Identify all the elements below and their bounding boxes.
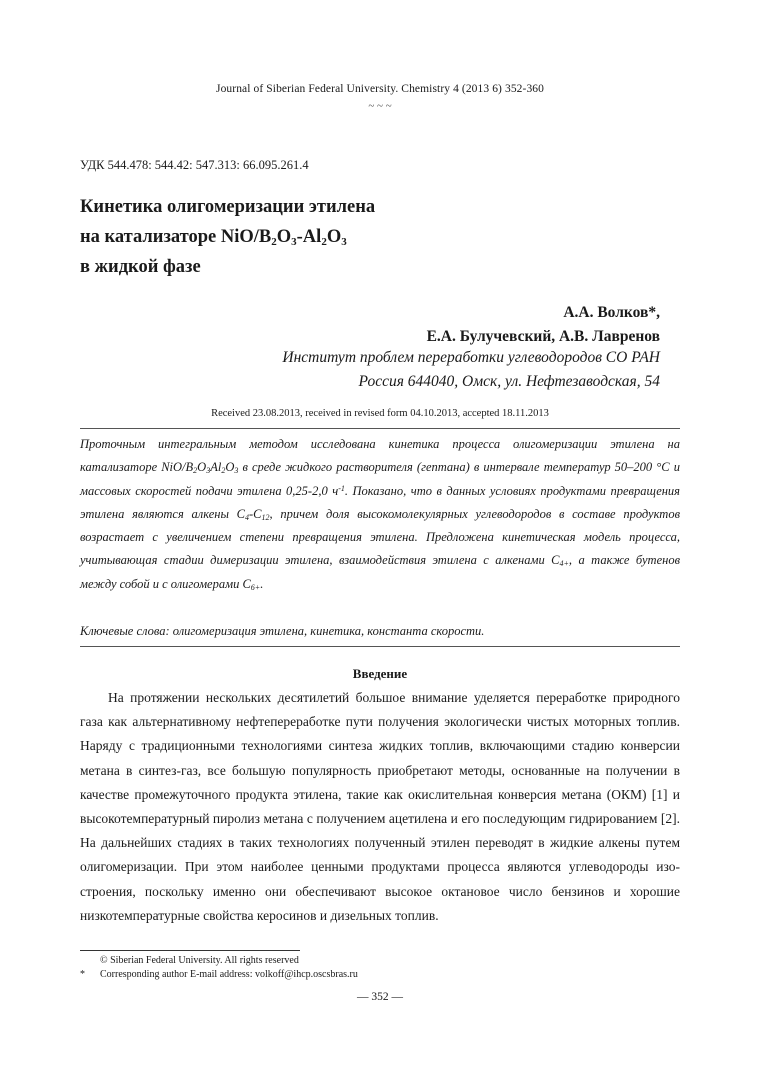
affiliation-line-2: Россия 644040, Омск, ул. Нефтезаводская, 54 — [358, 373, 660, 390]
author-list — [427, 301, 660, 349]
footnote-rule — [80, 950, 300, 951]
section-title: Введение — [352, 666, 408, 681]
title-line-1: Кинетика олигомеризации этилена — [80, 197, 376, 217]
footnote-corresponding: * Corresponding author E-mail address: volkoff@ihcp.oscsbras.ru — [80, 969, 358, 980]
abstract: Проточным интегральным методом исследована кинетика процесса олигомеризации этилена на катализаторе NiO/$B_2O_3Al_2O_3$ в среде жидкого растворителя (гептана) в интервале температур 50–200 °С и массовых скоростей подачи этилена 0,25-2,0 $ч^{-1}$. Показано, что в данных условиях продуктами превращения этилена являются алкены $С_4-С_{12}$, причем доля высокомолекулярных углеводородов в составе продуктов возрастает с увеличением степени превращения этилена. Предложена кинетическая модель процесса, учитывающая стадии димеризации этилена, взаимодействия этилена с алкенами $С_{4+}$, а также бутенов между собой и с олигомерами $С_{6+}$. — [80, 437, 680, 592]
affiliation — [282, 346, 660, 394]
keywords-bottom-rule — [80, 646, 680, 647]
header-separator: ~ ~ ~ — [368, 100, 392, 112]
footnote-copyright: © Siberian Federal University. All rights reserved — [100, 955, 299, 966]
title-line-3: в жидкой фазе — [80, 257, 201, 277]
title-line-2: на катализаторе NiO/$B_2O_3-Al_2O_3$ — [80, 227, 347, 248]
author-line-1: А.А. Волков*, — [563, 304, 660, 321]
affiliation-line-1: Институт проблем переработки углеводородов СО РАН — [282, 349, 660, 366]
abstract-top-rule — [80, 428, 680, 429]
intro-paragraph: На протяжении нескольких десятилетий большое внимание уделяется переработке природного газа как альтернативному нефтепереработке пути получения экологически чистых моторных топлив. Наряду с традиционными технологиями синтеза жидких топлив, включающими стадию конверсии метана в синтез-газ, все большую популярность приобретают методы, основанные на получении в качестве промежуточного продукта этилена, такие как окислительная конверсия метана (ОКМ) [1] и высокотемпературный пиролиз метана с получением ацетилена и его последующим гидрированием [2]. На дальнейших стадиях в таких технологиях полученный этилен переводят в жидкие алкены путем олигомеризации. При этом наиболее ценными продуктами процесса являются углеводороды изо-строения, поскольку именно они обеспечивают высокое октановое число бензинов и хорошие низкотемпературные свойства керосинов и дизельных топлив. — [80, 690, 680, 923]
paper-title — [80, 192, 480, 282]
page-number: — 352 — — [357, 991, 403, 1003]
received-dates: Received 23.08.2013, received in revised form 04.10.2013, accepted 18.11.2013 — [211, 408, 549, 419]
footnotes — [80, 954, 680, 982]
author-line-2: Е.А. Булучевский, А.В. Лавренов — [426, 328, 660, 345]
udk-code: УДК 544.478: 544.42: 547.313: 66.095.261.4 — [80, 158, 309, 172]
journal-header: Journal of Siberian Federal University. Chemistry 4 (2013 6) 352-360 — [216, 83, 544, 95]
keywords: Ключевые слова: олигомеризация этилена, кинетика, константа скорости. — [80, 624, 485, 638]
